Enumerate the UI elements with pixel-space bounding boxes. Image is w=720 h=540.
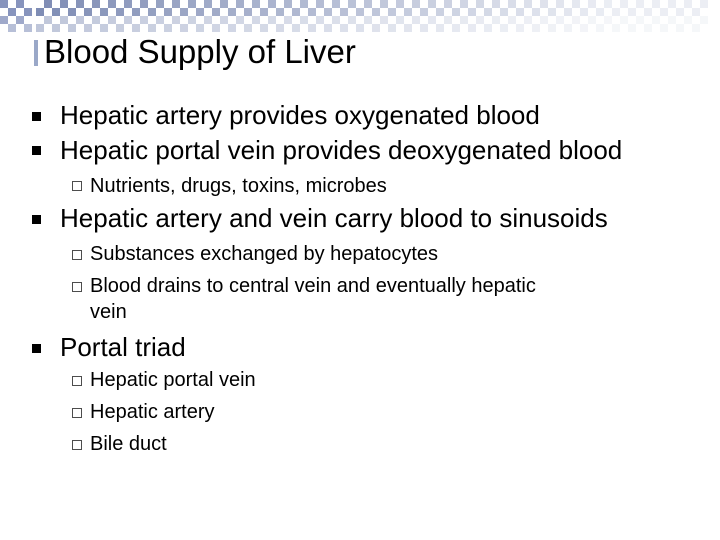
header-accent-bar xyxy=(34,40,38,66)
sub-bullet-3-2-continued: vein xyxy=(90,301,127,323)
sub-bullet-marker xyxy=(72,181,82,191)
sub-bullet-marker xyxy=(72,408,82,418)
sub-bullet-marker xyxy=(72,440,82,450)
bullet-marker xyxy=(32,146,41,155)
sub-bullet-marker xyxy=(72,376,82,386)
bullet-marker xyxy=(32,215,41,224)
bullet-1: Hepatic artery provides oxygenated blood xyxy=(60,100,540,130)
bullet-3: Hepatic artery and vein carry blood to sinusoids xyxy=(60,203,608,233)
sub-bullet-3-2: Blood drains to central vein and eventually hepatic xyxy=(90,275,536,297)
sub-bullet-3-1: Substances exchanged by hepatocytes xyxy=(90,243,439,265)
sub-bullet-4-1: Hepatic portal vein xyxy=(90,369,256,391)
sub-bullet-4-2: Hepatic artery xyxy=(90,401,215,423)
bullet-4: Portal triad xyxy=(60,332,186,362)
bullet-marker xyxy=(32,344,41,353)
sub-bullet-marker xyxy=(72,250,82,260)
sub-bullet-marker xyxy=(72,282,82,292)
sub-bullet-4-3: Bile duct xyxy=(90,433,167,455)
slide-title: Blood Supply of Liver xyxy=(44,33,356,70)
bullet-marker xyxy=(32,112,41,121)
sub-bullet-2-1: Nutrients, drugs, toxins, microbes xyxy=(90,175,387,197)
bullet-2: Hepatic portal vein provides deoxygenated blood xyxy=(60,135,623,165)
